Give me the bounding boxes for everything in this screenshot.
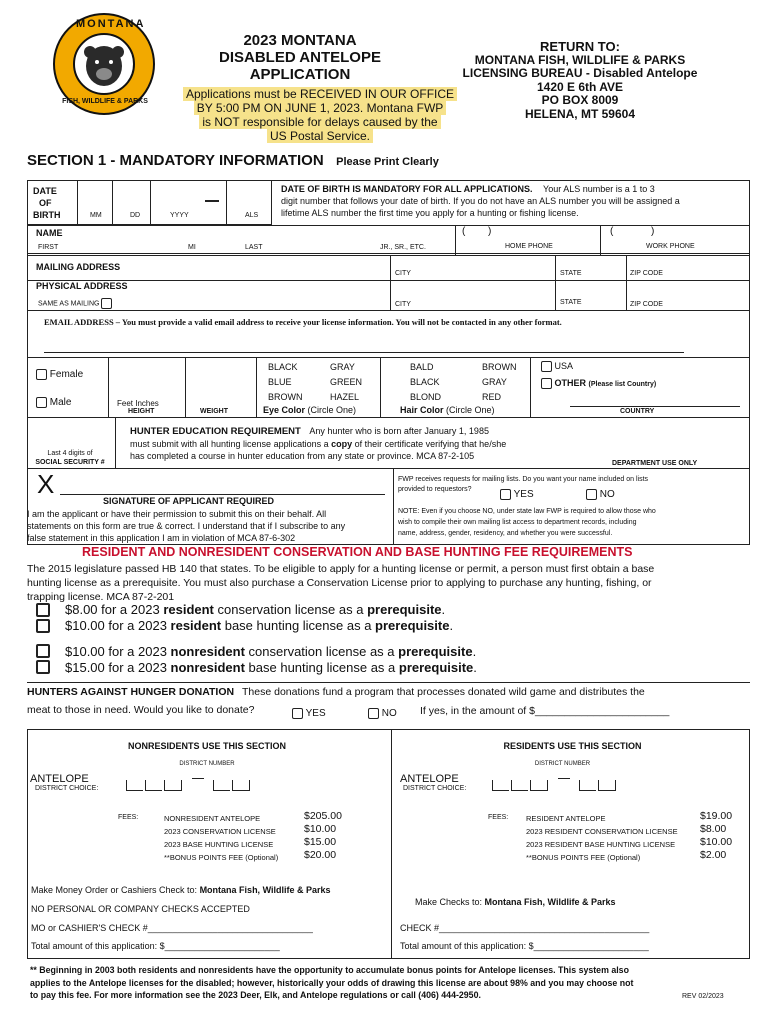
hunter-ed-text: Any hunter who is born after January 1, 1985 xyxy=(309,426,489,436)
eye-color-option[interactable]: BLUE xyxy=(268,377,292,387)
fee-text: $10.00 for a 2023 xyxy=(65,618,171,633)
work-phone-paren: ) xyxy=(651,226,655,237)
dob-yyyy-label: YYYY xyxy=(170,212,189,219)
eye-color-option[interactable]: BROWN xyxy=(268,392,303,402)
deadline-notice xyxy=(160,87,480,143)
name-suffix-label: JR., SR., ETC. xyxy=(380,244,426,251)
footer-note-line: ** Beginning in 2003 both residents and nonresidents have the opportunity to accumulate bonus points for Antelope licenses. This system also xyxy=(30,965,629,975)
fee-item: 2023 CONSERVATION LICENSE xyxy=(164,827,276,836)
resident-total-field[interactable]: Total amount of this application: $_______________________ xyxy=(400,941,649,951)
fees-intro-line: The 2015 legislature passed HB 140 that states. To be eligible to apply for a hunting license or permit, a person must first obtain a base xyxy=(27,563,655,575)
mailing-list-note xyxy=(398,506,748,539)
resident-district-choice-label: DISTRICT CHOICE: xyxy=(403,785,467,792)
resident-payment-to xyxy=(415,897,615,907)
logo-top-text: MONTANA xyxy=(76,18,146,30)
donation-amount-field[interactable]: If yes, in the amount of $_______________________ xyxy=(420,705,670,717)
fee-item: 2023 BASE HUNTING LICENSE xyxy=(164,840,274,849)
mailing-state-label: STATE xyxy=(560,270,582,277)
fee-option-resident-base xyxy=(65,618,453,633)
fees-intro xyxy=(27,562,747,604)
hunter-ed-text: has completed a course in hunter education from any state or province. MCA 87-2-105 xyxy=(130,451,475,461)
resident-district-number-label: DISTRICT NUMBER xyxy=(534,761,591,767)
nonresident-conservation-checkbox[interactable] xyxy=(36,644,50,658)
fee-item: 2023 RESIDENT CONSERVATION LICENSE xyxy=(526,827,678,836)
work-phone-label: WORK PHONE xyxy=(646,243,695,250)
title-line: APPLICATION xyxy=(249,66,351,83)
ssn-label xyxy=(30,449,110,467)
name-row-bottom xyxy=(27,255,750,256)
hair-color-option[interactable]: BLOND xyxy=(410,392,442,402)
mailing-list-question xyxy=(398,475,748,495)
hair-color-options[interactable] xyxy=(410,360,535,405)
dob-note xyxy=(281,183,751,219)
dob-als-label: ALS xyxy=(245,212,259,219)
eye-color-option[interactable]: GREEN xyxy=(330,377,363,387)
form-title xyxy=(200,32,400,83)
physical-state-label: STATE xyxy=(560,299,582,306)
other-country-note: (Please list Country) xyxy=(588,381,657,388)
name-label: NAME xyxy=(36,228,63,238)
male-label: Male xyxy=(49,397,72,409)
fee-text: . xyxy=(449,618,454,633)
country-usa[interactable] xyxy=(541,361,573,372)
hunter-ed-requirement xyxy=(130,425,600,462)
eye-circle-one: (Circle One) xyxy=(307,405,357,415)
fee-text: $10.00 for a 2023 xyxy=(65,644,171,659)
signature-statement-line: statements on this form are true & correct. I understand that if I subscribe to any xyxy=(27,521,346,531)
sex-male[interactable] xyxy=(36,397,71,408)
male-checkbox[interactable] xyxy=(36,397,47,408)
signature-label: SIGNATURE OF APPLICANT REQUIRED xyxy=(103,496,275,506)
fee-text: conservation license as a xyxy=(244,644,399,659)
fee-amount: $15.00 xyxy=(304,836,337,848)
usa-label: USA xyxy=(554,361,574,371)
mailing-list-no-label: NO xyxy=(599,489,615,501)
dob-label-line: OF xyxy=(39,198,52,208)
signature-x: X xyxy=(37,469,55,499)
donation-yes-label: YES xyxy=(305,708,326,720)
fees-intro-line: trapping license. MCA 87-2-201 xyxy=(27,591,175,603)
other-country-checkbox[interactable] xyxy=(541,378,552,389)
return-address xyxy=(460,40,700,121)
fees-intro-line: hunting license as a prerequisite. You must also purchase a Conservation License prior to applying to purchase any hunting, fishing, or xyxy=(27,577,652,589)
same-as-mailing[interactable] xyxy=(38,298,112,309)
notice-line: Applications must be RECEIVED IN OUR OFFICE xyxy=(183,87,457,101)
hunter-ed-copy: copy xyxy=(331,439,353,449)
name-mi-label: MI xyxy=(188,244,196,251)
title-line: DISABLED ANTELOPE xyxy=(219,49,381,66)
female-label: Female xyxy=(49,369,84,381)
hair-color-option[interactable]: BLACK xyxy=(410,377,440,387)
resident-base-checkbox[interactable] xyxy=(36,619,50,633)
nonresident-base-checkbox[interactable] xyxy=(36,660,50,674)
section1-title: SECTION 1 - MANDATORY INFORMATION xyxy=(27,152,324,169)
donation-line: These donations fund a program that processes donated wild game and distributes the xyxy=(242,686,645,698)
fee-amount: $2.00 xyxy=(700,849,727,861)
height-label: HEIGHT xyxy=(128,408,155,415)
sex-female[interactable] xyxy=(36,369,83,380)
fee-text: prerequisite xyxy=(398,660,474,675)
fee-text: $15.00 for a 2023 xyxy=(65,660,171,675)
address-line: PO BOX 8009 xyxy=(541,93,619,107)
dob-dd-label: DD xyxy=(130,212,141,219)
hair-color-option[interactable]: RED xyxy=(482,392,502,402)
fee-amount: $19.00 xyxy=(700,810,733,822)
signature-line[interactable] xyxy=(60,494,385,495)
fee-item: RESIDENT ANTELOPE xyxy=(526,814,606,823)
fee-text: . xyxy=(472,644,477,659)
fee-text: nonresident xyxy=(170,644,245,659)
donation-yes[interactable] xyxy=(292,708,326,719)
resident-fee-items xyxy=(526,812,678,864)
mailing-list-yes-checkbox[interactable] xyxy=(500,489,511,500)
hair-color-option[interactable]: BROWN xyxy=(482,362,517,372)
mailing-list-note-line: NOTE: Even if you choose NO, under state law FWP is required to allow those who xyxy=(398,508,656,515)
hunter-ed-title: HUNTER EDUCATION REQUIREMENT xyxy=(130,426,301,437)
payment-text: Make Checks to: xyxy=(415,897,485,907)
eye-color-label xyxy=(263,405,356,415)
hair-color-label xyxy=(400,405,495,415)
hair-color-option[interactable]: BALD xyxy=(410,362,434,372)
fee-option-nonresident-base xyxy=(65,660,477,675)
name-first-label: FIRST xyxy=(38,244,59,251)
hair-circle-one: (Circle One) xyxy=(446,405,495,415)
nonresident-district-number-label: DISTRICT NUMBER xyxy=(179,761,235,767)
donation-yes-checkbox[interactable] xyxy=(292,708,303,719)
hair-color-title: Hair Color xyxy=(400,405,444,415)
hair-color-option[interactable]: GRAY xyxy=(482,377,507,387)
fee-text: resident xyxy=(163,602,214,617)
signature-statement xyxy=(27,508,397,544)
fee-text: base hunting license as a xyxy=(221,618,376,633)
fee-text: prerequisite xyxy=(367,602,442,617)
mailing-list-q-line: provided to requestors? xyxy=(398,486,472,493)
female-checkbox[interactable] xyxy=(36,369,47,380)
fee-text: . xyxy=(473,660,477,675)
nonresident-no-checks: NO PERSONAL OR COMPANY CHECKS ACCEPTED xyxy=(31,904,250,914)
fee-amount: $10.00 xyxy=(700,836,733,848)
fee-text: prerequisite xyxy=(398,644,473,659)
nonresident-check-number-field[interactable]: MO or CASHIER'S CHECK #_________________________________ xyxy=(31,923,313,933)
signature-statement-line: false statement in this application I am in violation of MCA 87-6-302 xyxy=(27,533,296,543)
dob-label-line: BIRTH xyxy=(33,210,61,220)
eye-color-title: Eye Color xyxy=(263,405,306,415)
mailing-list-yes[interactable] xyxy=(500,489,534,500)
section1-subtitle: Please Print Clearly xyxy=(336,156,439,168)
donation-question: meat to those in need. Would you like to donate? xyxy=(27,704,255,716)
address-line: HELENA, MT 59604 xyxy=(524,106,636,121)
same-as-mailing-checkbox[interactable] xyxy=(101,298,112,309)
fee-amount: $205.00 xyxy=(304,810,342,822)
nonresident-total-field[interactable]: Total amount of this application: $_______________________ xyxy=(31,941,280,951)
bonus-points-note xyxy=(30,964,745,1002)
nonresident-fee-items xyxy=(164,812,278,864)
fee-text: base hunting license as a xyxy=(244,660,399,675)
fee-amount: $10.00 xyxy=(304,823,337,835)
resident-check-number-field[interactable]: CHECK #__________________________________________ xyxy=(400,923,650,933)
fee-text: prerequisite xyxy=(375,618,450,633)
ssn-label-line: SOCIAL SECURITY # xyxy=(35,459,105,466)
footer-note-line: applies to the Antelope licenses for the disabled; however, historically your odds of drawing this license are about 98% and you may choose not xyxy=(30,977,634,988)
nonresident-payment-to xyxy=(31,885,331,895)
mailing-zip-label: ZIP CODE xyxy=(630,270,663,277)
dob-note-text: lifetime ALS number the first time you apply for a hunting or fishing license. xyxy=(281,208,579,218)
resident-district-input[interactable] xyxy=(492,778,618,796)
address-line: LICENSING BUREAU - Disabled Antelope xyxy=(462,66,698,80)
country-input-line[interactable] xyxy=(570,406,740,407)
dob-label-line: DATE xyxy=(33,186,57,196)
resident-conservation-checkbox[interactable] xyxy=(36,603,50,617)
donation-text xyxy=(27,686,750,698)
home-phone-paren: ) xyxy=(488,226,492,237)
fee-item: 2023 RESIDENT BASE HUNTING LICENSE xyxy=(526,840,676,849)
fee-item: **BONUS POINTS FEE (Optional) xyxy=(164,853,279,862)
mailing-city-label: CITY xyxy=(395,270,411,277)
height-units-label: Feet Inches xyxy=(117,399,159,408)
fwp-logo xyxy=(52,12,156,116)
dob-note-bold: DATE OF BIRTH IS MANDATORY FOR ALL APPLICATIONS. xyxy=(281,184,533,194)
title-line: 2023 MONTANA xyxy=(243,32,357,49)
fee-text: conservation license as a xyxy=(213,602,368,617)
ssn-label-line: Last 4 digits of xyxy=(47,450,93,457)
footer-note-line: to pay this fee. For more information see the 2023 Deer, Elk, and Antelope regulations or call (406) 444-2950. xyxy=(30,990,481,1000)
home-phone-label: HOME PHONE xyxy=(505,243,553,250)
name-last-label: LAST xyxy=(245,244,263,251)
country-label: COUNTRY xyxy=(620,408,655,415)
address-line: 1420 E 6th AVE xyxy=(536,79,624,94)
nonresident-district-input[interactable] xyxy=(126,778,252,796)
usa-checkbox[interactable] xyxy=(541,361,552,372)
fee-item: NONRESIDENT ANTELOPE xyxy=(164,814,261,823)
physical-zip-label: ZIP CODE xyxy=(630,301,663,308)
resident-fee-amounts xyxy=(700,810,732,862)
fee-option-resident-conservation xyxy=(65,602,445,617)
resident-species: ANTELOPE xyxy=(400,773,459,785)
fee-amount: $20.00 xyxy=(304,849,337,861)
nonresident-species: ANTELOPE xyxy=(30,773,89,785)
email-note: EMAIL ADDRESS – You must provide a valid email address to receive your license information. You will not be contacted in any other format. xyxy=(44,317,562,327)
weight-label: WEIGHT xyxy=(200,408,228,415)
donation-no-checkbox[interactable] xyxy=(368,708,379,719)
notice-line: US Postal Service. xyxy=(267,129,373,143)
fees-heading: RESIDENT AND NONRESIDENT CONSERVATION AND BASE HUNTING FEE REQUIREMENTS xyxy=(82,545,633,559)
fee-item: **BONUS POINTS FEE (Optional) xyxy=(526,853,641,862)
resident-fees-label: FEES: xyxy=(488,814,509,821)
donation-title: HUNTERS AGAINST HUNGER DONATION xyxy=(27,686,235,698)
dob-label xyxy=(33,185,61,221)
nonresident-heading: NONRESIDENTS USE THIS SECTION xyxy=(127,741,287,751)
nonresident-fees-label: FEES: xyxy=(118,814,139,821)
dob-mm-label: MM xyxy=(90,212,102,219)
payment-text: Make Money Order or Cashiers Check to: xyxy=(31,885,200,895)
mailing-list-q-line: FWP receives requests for mailing lists. Do you want your name included on lists xyxy=(398,476,649,483)
mailing-address-label: MAILING ADDRESS xyxy=(36,262,121,272)
section1-heading xyxy=(27,152,439,170)
nonresident-district-choice-label: DISTRICT CHOICE: xyxy=(35,785,99,792)
donation-no-label: NO xyxy=(381,708,397,720)
mailing-list-yes-label: YES xyxy=(513,489,534,501)
signature-statement-line: I am the applicant or have their permission to submit this on their behalf. All xyxy=(27,509,327,519)
dept-use-label: DEPARTMENT USE ONLY xyxy=(612,460,698,467)
return-to-label: RETURN TO: xyxy=(540,39,620,54)
mailing-list-note-line: name, address, gender, residency, and whether you were successful. xyxy=(398,530,613,537)
payment-payee: Montana Fish, Wildlife & Parks xyxy=(484,897,616,907)
hunter-ed-text: must submit with all hunting license applications a xyxy=(130,439,332,449)
fee-text: $8.00 for a 2023 xyxy=(65,602,164,617)
dob-note-text: Your ALS number is a 1 to 3 xyxy=(543,184,655,194)
work-phone-paren: ( xyxy=(610,226,614,237)
physical-city-label: CITY xyxy=(395,301,411,308)
email-input-line[interactable] xyxy=(44,352,684,353)
nonresident-fee-amounts xyxy=(304,810,342,862)
resident-heading: RESIDENTS USE THIS SECTION xyxy=(503,741,642,751)
home-phone-paren: ( xyxy=(462,226,466,237)
eye-color-option[interactable]: HAZEL xyxy=(330,392,360,402)
same-as-mailing-label: SAME AS MAILING xyxy=(38,300,100,308)
fee-text: resident xyxy=(170,618,222,633)
hunter-ed-text: of their certificate verifying that he/she xyxy=(352,439,507,449)
dob-note-text: digit number that follows your date of birth. If you do not have an ALS number you will be assigned a xyxy=(281,196,680,206)
eye-color-options[interactable] xyxy=(268,360,383,405)
country-other[interactable] xyxy=(541,378,656,389)
address-line: MONTANA FISH, WILDLIFE & PARKS xyxy=(474,52,686,67)
donation-no[interactable] xyxy=(368,708,397,719)
notice-line: is NOT responsible for delays caused by the xyxy=(199,115,440,129)
mailing-list-note-line: wish to compile their own mailing list access to department records, including xyxy=(398,519,637,526)
fee-text: . xyxy=(441,602,446,617)
fee-text: nonresident xyxy=(170,660,245,675)
logo-bottom-text: FISH, WILDLIFE & PARKS xyxy=(62,98,148,105)
fee-option-nonresident-conservation xyxy=(65,644,476,659)
other-country-label: OTHER xyxy=(554,378,587,388)
eye-color-option[interactable]: GRAY xyxy=(330,362,355,372)
revision-label: REV 02/2023 xyxy=(682,993,724,1000)
mailing-list-no-checkbox[interactable] xyxy=(586,489,597,500)
mailing-list-no[interactable] xyxy=(586,489,615,500)
payment-payee: Montana Fish, Wildlife & Parks xyxy=(199,885,331,895)
fee-amount: $8.00 xyxy=(700,823,727,835)
notice-line: BY 5:00 PM ON JUNE 1, 2023. Montana FWP xyxy=(194,101,447,115)
physical-address-label: PHYSICAL ADDRESS xyxy=(36,281,128,291)
eye-color-option[interactable]: BLACK xyxy=(268,362,298,372)
